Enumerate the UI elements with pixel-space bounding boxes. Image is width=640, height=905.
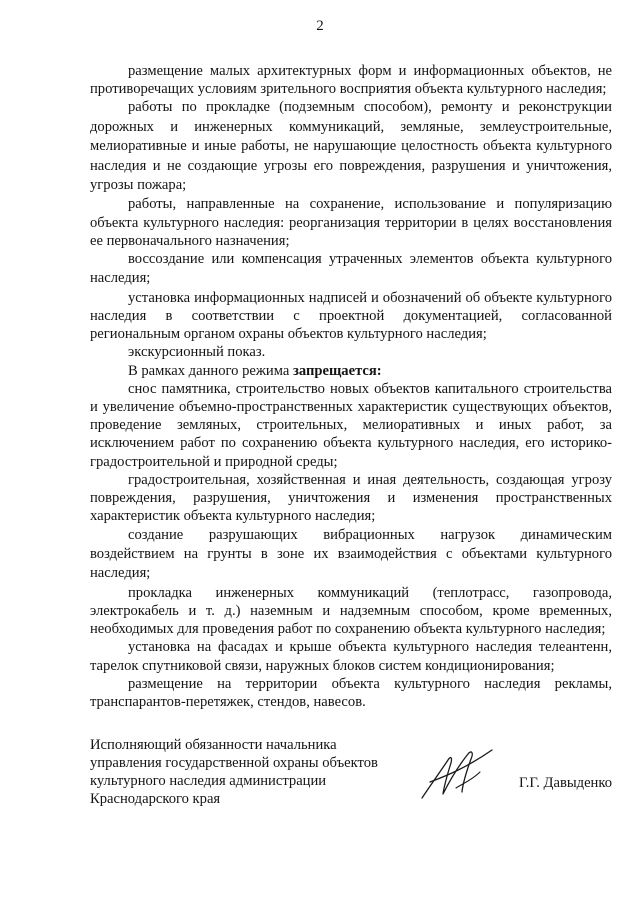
signer-position-line: Исполняющий обязанности начальника xyxy=(90,737,337,753)
permitted-item: воссоздание или компенсация утраченных элементов объекта культурного наследия; xyxy=(90,251,612,287)
signer-position xyxy=(90,736,612,808)
permitted-item: размещение малых архитектурных форм и информационных объектов, не противоречащих условиям зрительного восприятия объекта культурного наследия; xyxy=(90,63,612,98)
permitted-item: установка информационных надписей и обозначений об объекте культурного наследия в соответствии с проектной документацией, согласованной региональным органом охраны объектов культурного наследия; xyxy=(90,289,612,343)
permitted-item: работы, направленные на сохранение, использование и популяризацию объекта культурного наследия: реорганизация территории в целях восстановления ее первоначального назначения; xyxy=(90,196,612,249)
signer-position-line: управления государственной охраны объектов xyxy=(90,755,378,771)
signer-position-line: Краснодарского края xyxy=(90,791,221,807)
handwritten-signature xyxy=(416,742,496,806)
page-number: 2 xyxy=(316,18,324,34)
prohibited-item: создание разрушающих вибрационных нагрузок динамическим воздействием на грунты в зоне их взаимодействия с объектами культурного наследия; xyxy=(90,526,612,582)
prohibited-intro: В рамках данного режима xyxy=(128,362,290,379)
prohibited-item: прокладка инженерных коммуникаций (теплотрасс, газопровода, электрокабель и т. д.) наземным и надземным способом, кроме временных, необходимых для проведения работ по сохранению объекта культурного наследия; xyxy=(90,584,612,638)
permitted-item: работы по прокладке (подземным способом), ремонту и реконструкции дорожных и инженерных коммуникаций, земляные, землеустроительные, мелиоративные и иные работы, не нарушающие целостность объекта культурного наследия и не создающие угрозы его повреждения, разрушения и уничтожения, угрозы пожара; xyxy=(90,99,612,194)
prohibited-item: размещение на территории объекта культурного наследия рекламы, транспарантов-перетяжек, стендов, навесов. xyxy=(90,675,612,710)
permitted-item: экскурсионный показ. xyxy=(128,344,266,361)
document-body xyxy=(90,62,612,711)
signature-block xyxy=(90,736,612,836)
signer-name: Г.Г. Давыденко xyxy=(518,775,612,791)
prohibited-heading xyxy=(90,362,612,380)
prohibited-word: запрещается: xyxy=(293,362,382,379)
signer-position-line: культурного наследия администрации xyxy=(90,773,327,789)
prohibited-item: установка на фасадах и крыше объекта культурного наследия телеантенн, тарелок спутниковой связи, наружных блоков систем кондиционирования; xyxy=(90,639,612,674)
prohibited-item: снос памятника, строительство новых объектов капитального строительства и увеличение объемно-пространственных характеристик существующих объектов, проведение земляных, строительных, мелиоративных и иных работ, за исключением работ по сохранению объекта культурного наследия, его историко-градостроительной и природной среды; xyxy=(90,380,612,470)
prohibited-item: градостроительная, хозяйственная и иная деятельность, создающая угрозу повреждения, разрушения, уничтожения и изменения пространственных характеристик объекта культурного наследия; xyxy=(90,471,612,525)
